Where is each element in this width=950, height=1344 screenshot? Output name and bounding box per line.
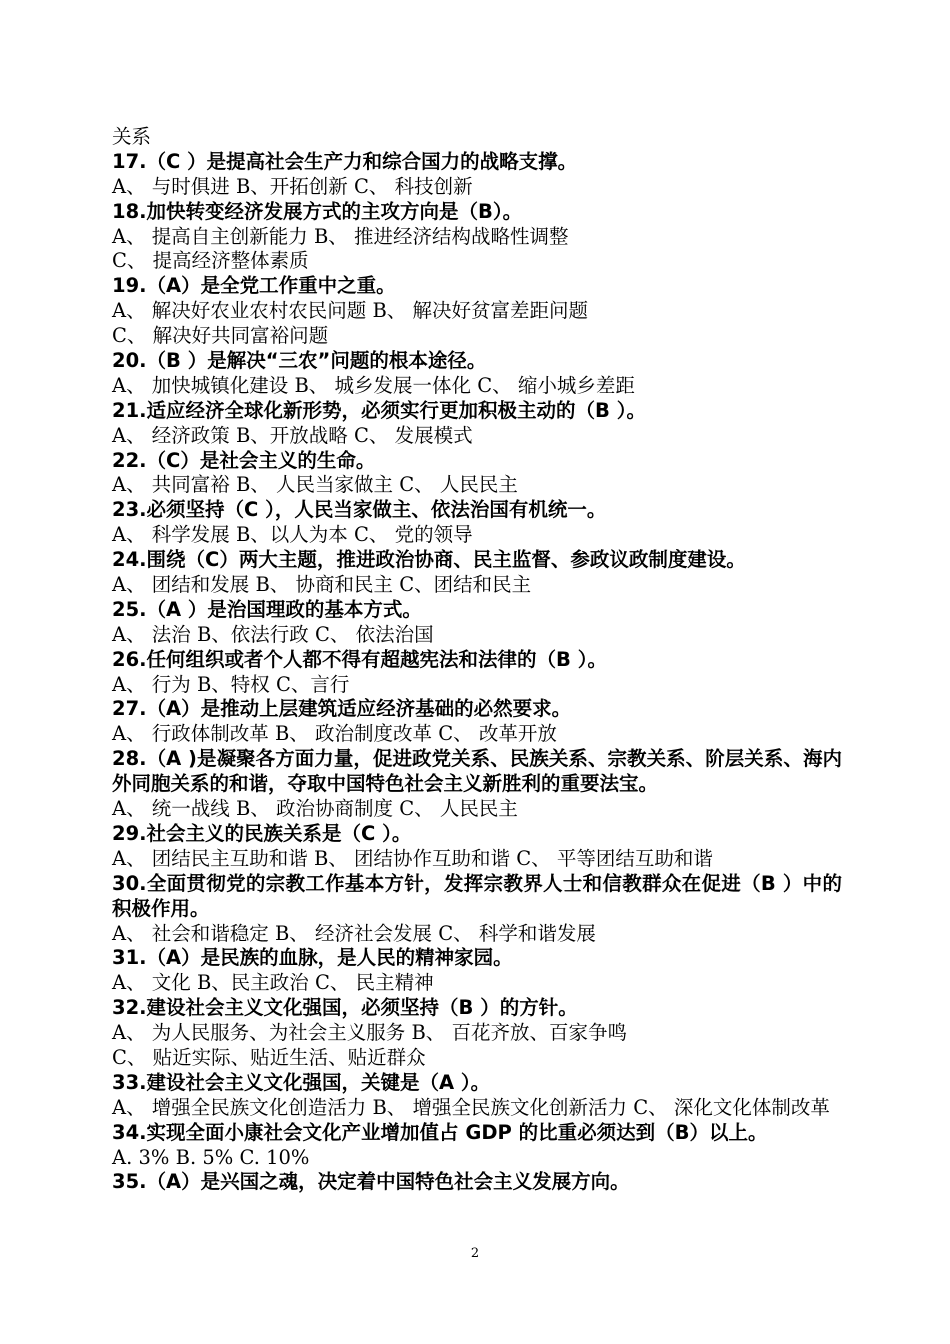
question-text: 29.社会主义的民族关系是（C ）。 (112, 821, 412, 845)
page-number: 2 (470, 1246, 480, 1261)
question-text: 19.（A）是全党工作重中之重。 (112, 274, 396, 298)
question-text: 26.任何组织或者个人都不得有超越宪法和法律的（B ）。 (112, 647, 607, 671)
answer-options: A、 经济政策 B、开放战略 C、 发展模式 (112, 423, 473, 447)
question-text: 23.必须坚持（C ），人民当家做主、依法治国有机统一。 (112, 498, 607, 522)
answer-options: A、 加快城镇化建设 B、 城乡发展一体化 C、 缩小城乡差距 (112, 373, 635, 397)
question-text: 31.（A）是民族的血脉，是人民的精神家园。 (112, 946, 513, 970)
question-list (112, 125, 842, 1195)
question-text: 28.（A )是凝聚各方面力量，促进政党关系、民族关系、宗教关系、阶层关系、海内外同胞关系的和谐，夺取中国特色社会主义新胜利的重要法宝。 (112, 747, 842, 796)
question-text: 18.加快转变经济发展方式的主攻方向是（B）。 (112, 199, 523, 223)
answer-options: A. 3% B. 5% C. 10% (112, 1145, 310, 1169)
question-text: 33.建设社会主义文化强国，关键是（A ）。 (112, 1070, 491, 1094)
question-text: 17.（C ）是提高社会生产力和综合国力的战略支撑。 (112, 149, 578, 173)
answer-options: A、 团结民主互助和谐 B、 团结协作互助和谐 C、 平等团结互助和谐 (112, 846, 713, 870)
question-text: 30.全面贯彻党的宗教工作基本方针，发挥宗教界人士和信教群众在促进（B ）中的积极作用。 (112, 871, 842, 920)
answer-options: A、 共同富裕 B、 人民当家做主 C、 人民民主 (112, 473, 518, 497)
answer-options: C、 贴近实际、贴近生活、贴近群众 (112, 1046, 426, 1070)
answer-options: A、 与时俱进 B、开拓创新 C、 科技创新 (112, 174, 473, 198)
question-text: 25.（A ）是治国理政的基本方式。 (112, 597, 422, 621)
answer-options: A、 增强全民族文化创造活力 B、 增强全民族文化创新活力 C、 深化文化体制改革 (112, 1095, 830, 1119)
answer-options: A、 提高自主创新能力 B、 推进经济结构战略性调整 (112, 224, 569, 248)
question-text: 34.实现全面小康社会文化产业增加值占 GDP 的比重必须达到（B）以上。 (112, 1120, 768, 1144)
question-text: 24.围绕（C）两大主题，推进政治协商、民主监督、参政议政制度建设。 (112, 548, 746, 572)
answer-options: C、 提高经济整体素质 (112, 249, 309, 273)
answer-options: A、 行政体制改革 B、 政治制度改革 C、 改革开放 (112, 722, 557, 746)
answer-options: A、 科学发展 B、以人为本 C、 党的领导 (112, 523, 473, 547)
answer-options: A、 行为 B、特权 C、言行 (112, 672, 350, 696)
answer-options: C、 解决好共同富裕问题 (112, 324, 329, 348)
answer-options: A、 文化 B、民主政治 C、 民主精神 (112, 971, 434, 995)
answer-options: A、 解决好农业农村农民问题 B、 解决好贫富差距问题 (112, 299, 589, 323)
question-text: 21.适应经济全球化新形势，必须实行更加积极主动的（B ）。 (112, 398, 646, 422)
question-text: 27.（A）是推动上层建筑适应经济基础的必然要求。 (112, 697, 572, 721)
question-text: 22.（C）是社会主义的生命。 (112, 448, 376, 472)
answer-options: A、 法治 B、依法行政 C、 依法治国 (112, 622, 434, 646)
continued-text: 关系 (112, 125, 152, 148)
answer-options: A、 统一战线 B、 政治协商制度 C、 人民民主 (112, 797, 518, 821)
question-text: 20.（B ）是解决“三农”问题的根本途径。 (112, 349, 487, 373)
answer-options: A、 团结和发展 B、 协商和民主 C、团结和民主 (112, 573, 532, 597)
question-text: 35.（A）是兴国之魂，决定着中国特色社会主义发展方向。 (112, 1170, 630, 1194)
answer-options: A、 为人民服务、为社会主义服务 B、 百花齐放、百家争鸣 (112, 1021, 628, 1045)
answer-options: A、 社会和谐稳定 B、 经济社会发展 C、 科学和谐发展 (112, 921, 596, 945)
question-text: 32.建设社会主义文化强国，必须坚持（B ）的方针。 (112, 996, 578, 1020)
